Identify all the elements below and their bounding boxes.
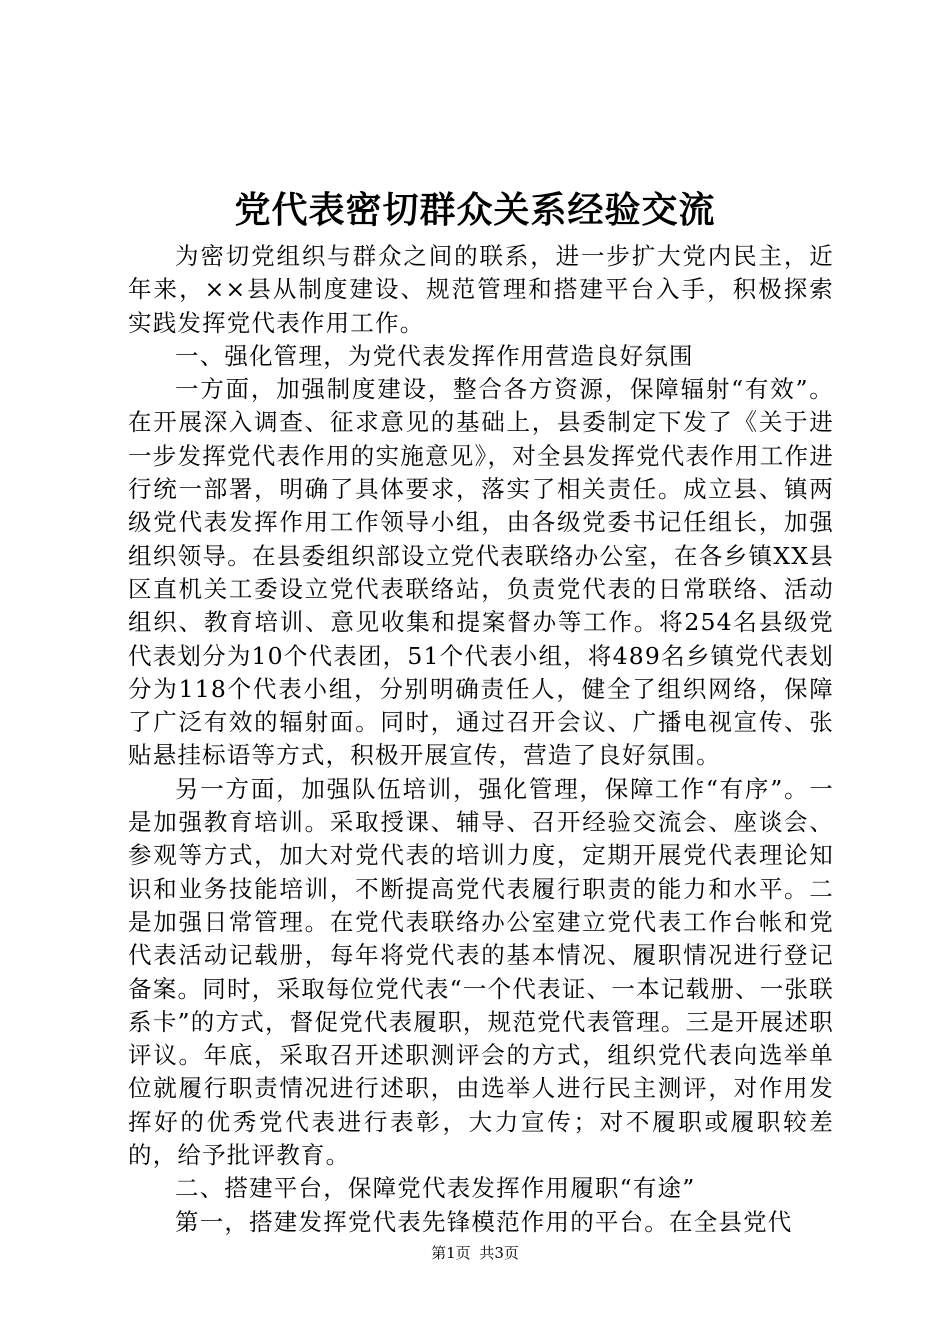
page-number: 第1页 [431,1244,471,1262]
document-title: 党代表密切群众关系经验交流 [234,189,716,231]
paragraph-platform: 第一，搭建发挥党代表先锋模范作用的平台。在全县党代 [175,1207,793,1236]
paragraph-intro: 为密切党组织与群众之间的联系，进一步扩大党内民主，近年来，××县从制度建设、规范管理和搭建平台入手，积极探索实践发挥党代表作用工作。 [128,242,834,337]
document-body [128,240,834,1239]
section-heading-2: 二、搭建平台，保障党代表发挥作用履职“有途” [175,1174,696,1203]
total-pages: 共3页 [479,1244,519,1262]
paragraph-institution: 一方面，加强制度建设，整合各方资源，保障辐射“有效”。在开展深入调查、征求意见的基础上，县委制定下发了《关于进一步发挥党代表作用的实施意见》，对全县发挥党代表作用工作进行统一部署，明确了具体要求，落实了相关责任。成立县、镇两级党代表发挥作用工作领导小组，由各级党委书记任组长，加强组织领导。在县委组织部设立党代表联络办公室，在各乡镇XX县区直机关工委设立党代表联络站，负责党代表的日常联络、活动组织、教育培训、意见收集和提案督办等工作。将254名县级党代表划分为10个代表团，51个代表小组，将489名乡镇党代表划分为118个代表小组，分别明确责任人，健全了组织网络，保障了广泛有效的辐射面。同时，通过召开会议、广播电视宣传、张贴悬挂标语等方式，积极开展宣传，营造了良好氛围。 [128,375,834,770]
paragraph-training: 另一方面，加强队伍培训，强化管理，保障工作“有序”。一是加强教育培训。采取授课、辅导、召开经验交流会、座谈会、参观等方式，加大对党代表的培训力度，定期开展党代表理论知识和业务技能培训，不断提高党代表履行职责的能力和水平。二是加强日常管理。在党代表联络办公室建立党代表工作台帐和党代表活动记载册，每年将党代表的基本情况、履职情况进行登记备案。同时，采取每位党代表“一个代表证、一本记载册、一张联系卡”的方式，督促党代表履职，规范党代表管理。三是开展述职评议。年底，采取召开述职测评会的方式，组织党代表向选举单位就履行职责情况进行述职，由选举人进行民主测评，对作用发挥好的优秀党代表进行表彰，大力宣传；对不履职或履职较差的，给予批评教育。 [128,774,834,1170]
page-footer [0,1243,950,1263]
section-heading-1: 一、强化管理，为党代表发挥作用营造良好氛围 [175,341,694,370]
